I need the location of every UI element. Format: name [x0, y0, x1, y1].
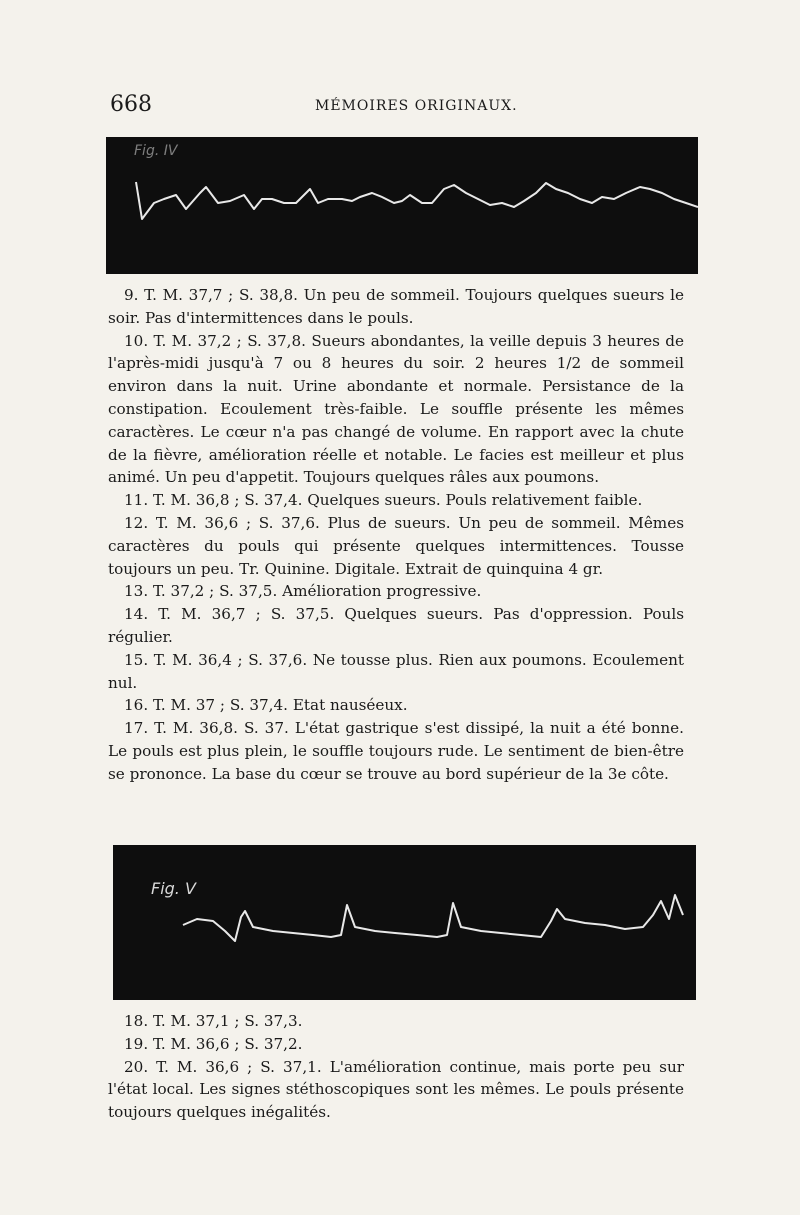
figure-4-label: Fig. IV — [134, 143, 178, 159]
paragraph: 10. T. M. 37,2 ; S. 37,8. Sueurs abondantes, la veille depuis 3 heures de l'après-midi jusqu'à 7 ou 8 heures du soir. 2 heures 1/2 de sommeil environ dans la nuit. Urine abondante et normale. Persistance de la constipation. Ecoulement très-faible. Le souffle présente les mêmes caractères. Le cœur n'a pas changé de volume. En rapport avec la chute de la fièvre, amélioration réelle et notable. Le facies est meilleur et plus animé. Un peu d'appetit. Toujours quelques râles aux poumons. — [108, 331, 684, 487]
page-number: 668 — [110, 92, 152, 117]
pulse-tracing-figure-5 — [113, 845, 696, 1000]
pulse-tracing-figure-4 — [106, 137, 698, 274]
observation-text-bottom — [108, 1010, 684, 1124]
observation-text-top — [108, 284, 684, 786]
running-title: MÉMOIRES ORIGINAUX. — [315, 98, 518, 114]
page-header — [110, 92, 690, 122]
figure-5-label: Fig. V — [151, 879, 196, 898]
paragraph: 17. T. M. 36,8. S. 37. L'état gastrique s'est dissipé, la nuit a été bonne. Le pouls est plus plein, le souffle toujours rude. Le sentiment de bien-être se prononce. La base du cœur se trouve au bord supérieur de la 3e côte. — [108, 719, 684, 783]
paragraph: 18. T. M. 37,1 ; S. 37,3. — [124, 1012, 303, 1030]
paragraph: 20. T. M. 36,6 ; S. 37,1. L'amélioration continue, mais porte peu sur l'état local. Les signes stéthoscopiques sont les mêmes. Le pouls présente toujours quelques inégalités. — [108, 1057, 684, 1122]
paragraph: 15. T. M. 36,4 ; S. 37,6. Ne tousse plus. Rien aux poumons. Ecoulement nul. — [108, 650, 684, 692]
pulse-trace-line-4 — [136, 182, 698, 219]
paragraph: 9. T. M. 37,7 ; S. 38,8. Un peu de sommeil. Toujours quelques sueurs le soir. Pas d'intermittences dans le pouls. — [108, 286, 684, 327]
paragraph: 16. T. M. 37 ; S. 37,4. Etat nauséeux. — [124, 696, 408, 715]
paragraph: 12. T. M. 36,6 ; S. 37,6. Plus de sueurs. Un peu de sommeil. Mêmes caractères du pouls qui présente quelques intermittences. Tousse toujours un peu. Tr. Quinine. Digitale. Extrait de quinquina 4 gr. — [108, 513, 684, 578]
pulse-trace-line-5 — [183, 895, 683, 941]
paragraph: 19. T. M. 36,6 ; S. 37,2. — [124, 1034, 303, 1053]
paragraph: 14. T. M. 36,7 ; S. 37,5. Quelques sueurs. Pas d'oppression. Pouls régulier. — [108, 605, 684, 646]
paragraph: 13. T. 37,2 ; S. 37,5. Amélioration progressive. — [124, 582, 482, 601]
pulse-tracing-4-svg — [106, 137, 698, 274]
pulse-tracing-5-svg — [113, 845, 696, 1000]
paragraph: 11. T. M. 36,8 ; S. 37,4. Quelques sueurs. Pouls relativement faible. — [124, 491, 643, 510]
